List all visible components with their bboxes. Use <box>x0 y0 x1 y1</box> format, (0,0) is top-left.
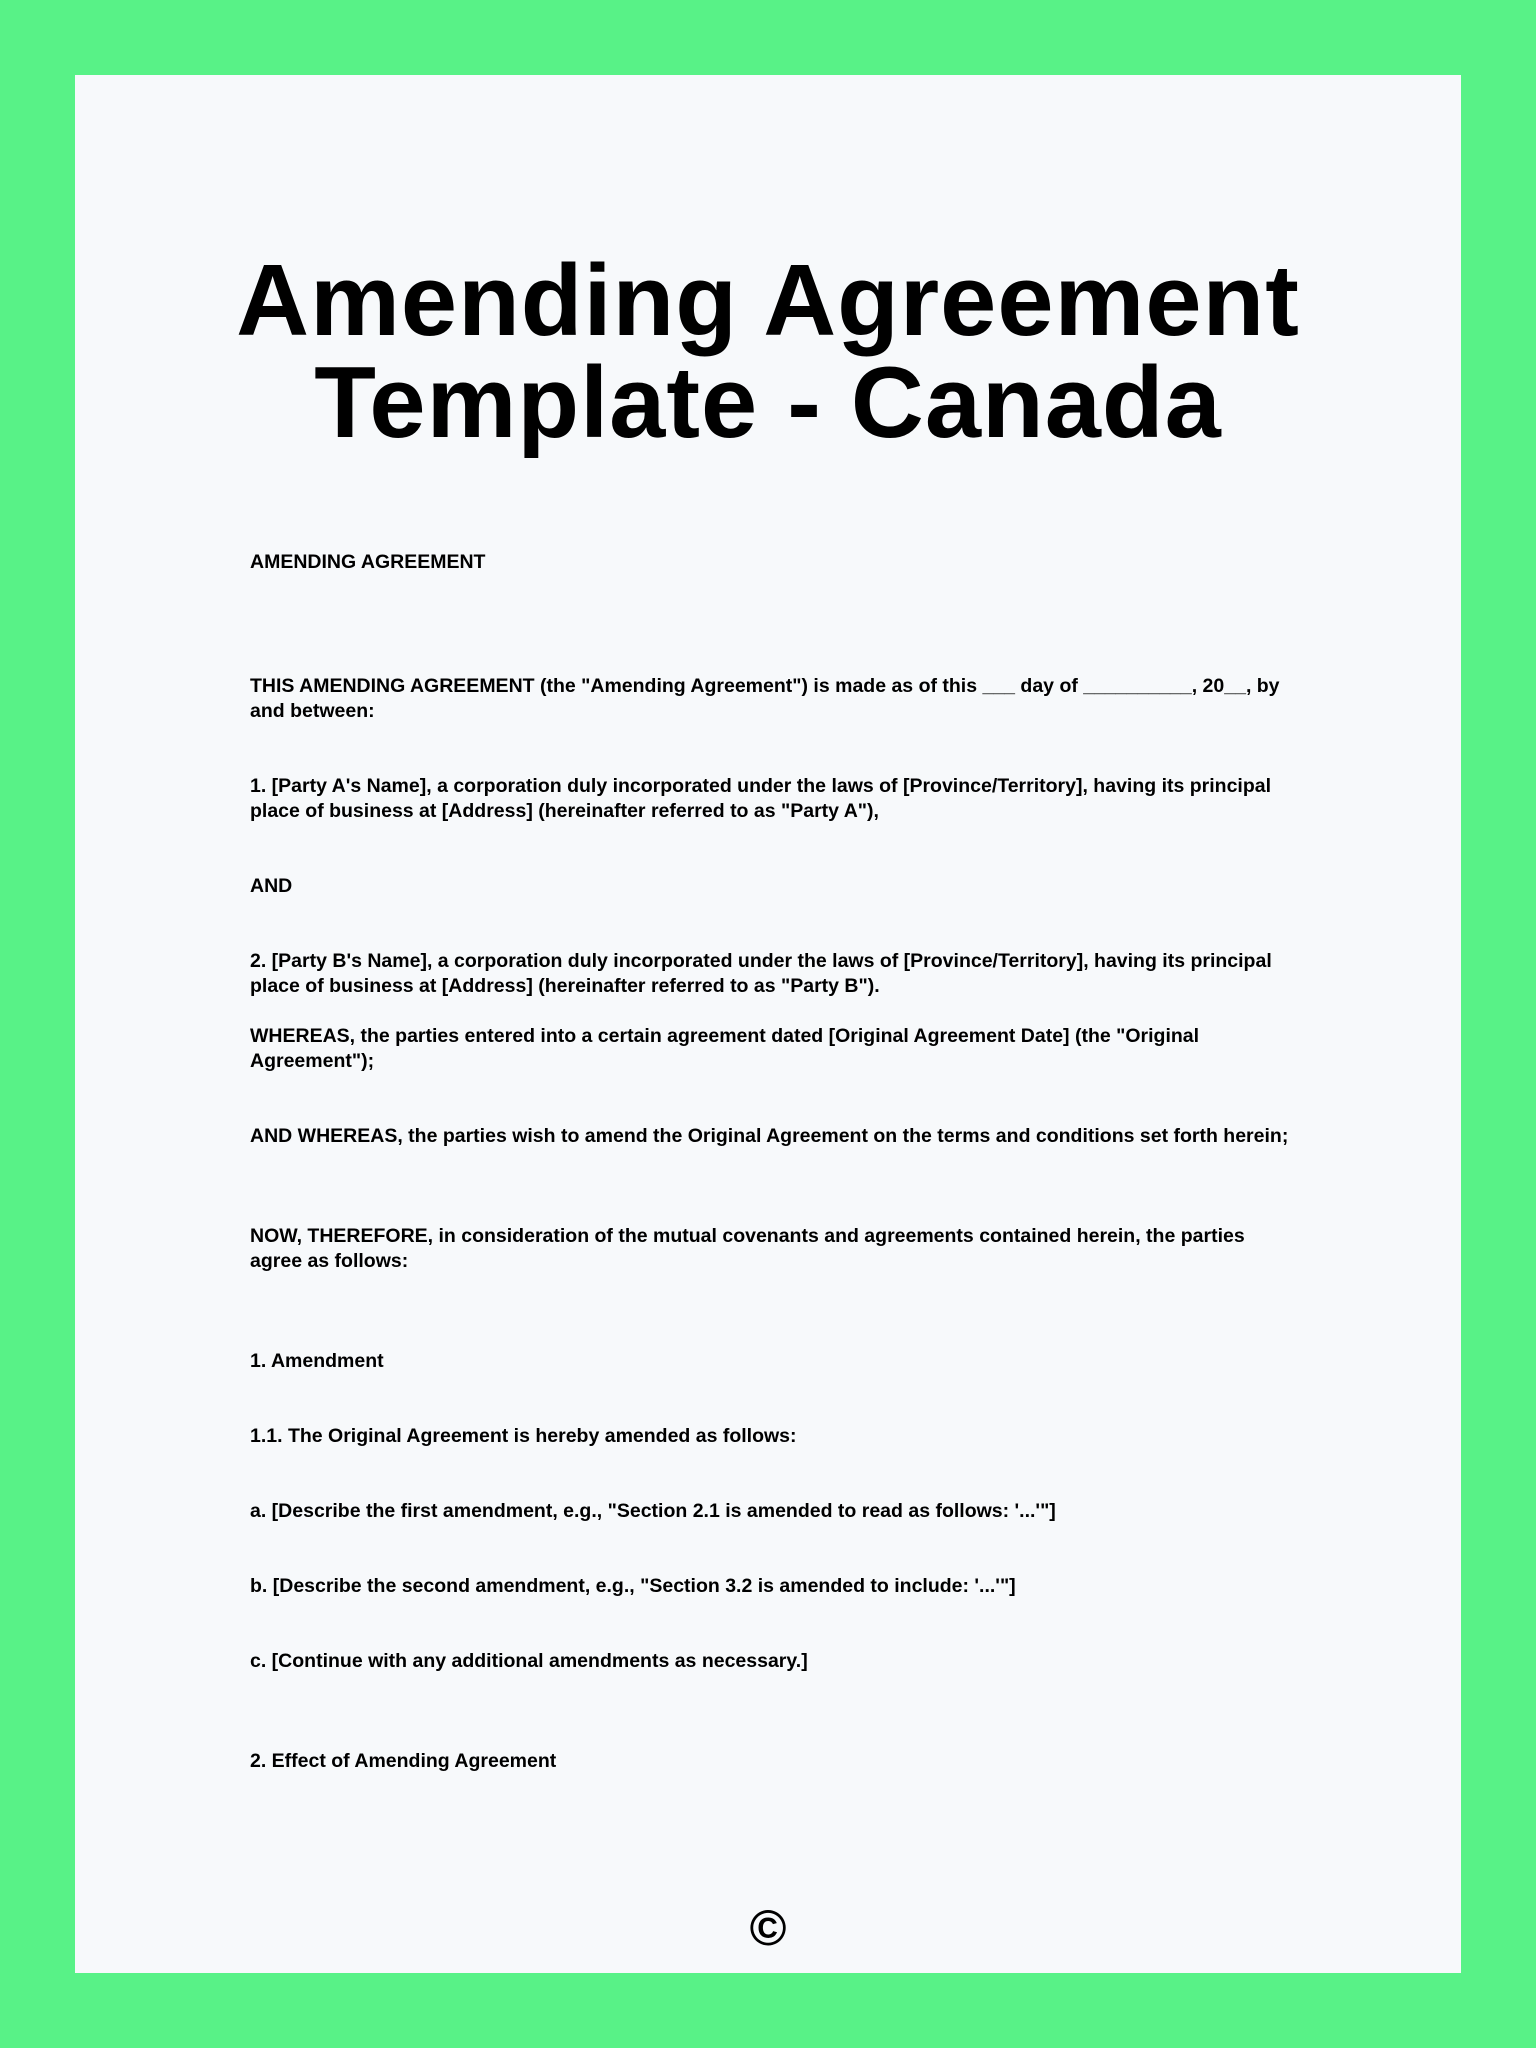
whereas-paragraph-2: AND WHEREAS, the parties wish to amend the Original Agreement on the terms and conditions set forth herein; <box>250 1125 1289 1147</box>
amendment-item-c: c. [Continue with any additional amendments as necessary.] <box>250 1650 808 1672</box>
party-a-paragraph: 1. [Party A's Name], a corporation duly incorporated under the laws of [Province/Territory], having its principal place of business at [Address] (hereinafter referred to as "Party A"), <box>250 775 1272 822</box>
section-2-heading: 2. Effect of Amending Agreement <box>250 1750 557 1772</box>
title-line-1: Amending Agreement <box>236 245 1300 357</box>
copyright-icon: © <box>749 1900 787 1956</box>
amendment-item-a: a. [Describe the first amendment, e.g., "Section 2.1 is amended to read as follows: '...'"] <box>250 1500 1056 1522</box>
whereas-paragraph-1: WHEREAS, the parties entered into a certain agreement dated [Original Agreement Date] (the "Original Agreement"); <box>250 1025 1200 1072</box>
amendment-item-b: b. [Describe the second amendment, e.g., "Section 3.2 is amended to include: '...'"] <box>250 1575 1016 1597</box>
title-line-2: Template - Canada <box>314 347 1222 459</box>
document-title <box>0 245 1536 459</box>
intro-paragraph: THIS AMENDING AGREEMENT (the "Amending Agreement") is made as of this ___ day of __________, 20__, by and between: <box>250 675 1280 722</box>
now-therefore-paragraph: NOW, THEREFORE, in consideration of the mutual covenants and agreements contained herein, the parties agree as follows: <box>250 1225 1245 1272</box>
agreement-heading: AMENDING AGREEMENT <box>250 551 486 573</box>
section-1-1-paragraph: 1.1. The Original Agreement is hereby amended as follows: <box>250 1425 797 1447</box>
and-separator: AND <box>250 875 293 897</box>
party-b-paragraph: 2. [Party B's Name], a corporation duly incorporated under the laws of [Province/Territory], having its principal place of business at [Address] (hereinafter referred to as "Party B"). <box>250 950 1272 997</box>
section-1-heading: 1. Amendment <box>250 1350 384 1372</box>
